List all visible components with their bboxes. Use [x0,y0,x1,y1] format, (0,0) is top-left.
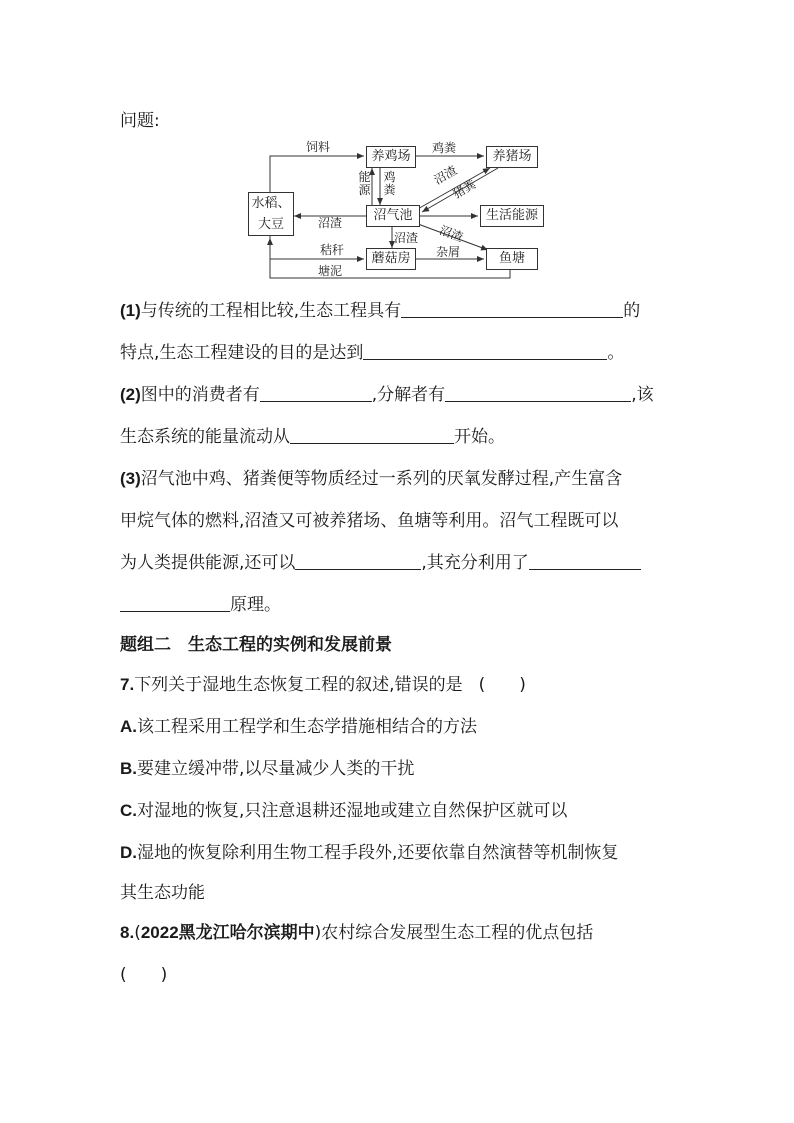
option-label: C. [120,801,137,820]
label-residue-pig: 沼渣 [431,163,460,188]
q8-answer-paren[interactable]: ( ) [120,965,168,985]
q7-text: 下列关于湿地生态恢复工程的叙述,错误的是 [134,675,463,695]
q8-paren-close: ) [314,923,322,943]
q1-text-b-end: 。 [607,343,625,363]
q2-text-e: 开始。 [454,427,505,447]
q7-option-a[interactable] [120,712,477,737]
q7-option-b[interactable] [120,754,414,779]
option-label: A. [120,717,137,736]
q3-text-1: 沼气池中鸡、猪粪便等物质经过一系列的厌氧发酵过程,产生富含 [140,469,623,489]
option-text: 湿地的恢复除利用生物工程手段外,还要依靠自然演替等机制恢复 [137,843,619,863]
q3-blank-2a[interactable] [529,551,641,570]
q1-blank-2[interactable] [363,341,607,360]
q1-text-end: 的 [623,301,641,321]
node-mushroom-house: 蘑菇房 [366,248,416,270]
node-rice-soybean: 水稻、大豆 [248,192,294,236]
q1-label: (1) [120,301,141,320]
label-straw: 秸秆 [320,243,345,257]
q3-text-3a: 为人类提供能源,还可以 [120,553,296,573]
q2-blank-consumers[interactable] [260,383,372,402]
node-chicken-farm: 养鸡场 [366,146,416,168]
q2-text-b: ,分解者有 [371,385,446,405]
q3-blank-2b[interactable] [120,593,230,612]
q8-paren-open: ( [134,923,141,943]
arrow-feed [270,156,364,192]
node-household-energy: 生活能源 [480,205,544,227]
q2-text-d: 生态系统的能量流动从 [120,427,290,447]
label-energy: 能源 [358,170,371,197]
q1-blank-1[interactable] [401,299,623,318]
q8-stem [120,918,593,943]
q2-blank-energy-start[interactable] [290,425,454,444]
node-pig-farm: 养猪场 [486,146,538,168]
label-debris: 杂屑 [436,245,461,259]
q7-stem [120,670,526,695]
q8-number: 8. [120,923,135,942]
q3-line4 [120,590,281,615]
q1-line1 [120,296,640,321]
label-residue-pond: 沼渣 [437,223,465,245]
option-label: D. [120,843,137,862]
q3-text-3b: ,其充分利用了 [421,553,529,573]
q8-year: 2022 [140,923,179,942]
q3-label: (3) [120,469,141,488]
label-residue-mushroom: 沼渣 [394,231,419,245]
label-chicken-manure-down: 鸡粪 [383,170,396,197]
label-pond-mud: 塘泥 [318,264,343,278]
arrow-straw [270,236,364,259]
q7-answer-paren[interactable]: ( ) [478,675,526,695]
label-residue-rice: 沼渣 [318,216,343,230]
q8-text: 农村综合发展型生态工程的优点包括 [321,923,594,943]
option-text: 该工程采用工程学和生态学措施相结合的方法 [137,717,477,737]
node-fish-pond: 鱼塘 [486,248,538,270]
q2-text-c: ,该 [631,385,654,405]
label-pig-manure: 猪粪 [450,177,479,202]
q7-number: 7. [120,675,135,694]
q8-source: 黑龙江哈尔滨期中 [178,923,315,943]
q3-blank-1[interactable] [295,551,421,570]
label-chicken-manure: 鸡粪 [432,141,457,155]
q2-line1 [120,380,654,405]
option-label: B. [120,759,137,778]
q3-line2: 甲烷气体的燃料,沼渣又可被养猪场、鱼塘等利用。沼气工程既可以 [120,511,619,531]
q2-line2 [120,422,505,447]
option-text: 对湿地的恢复,只注意退耕还湿地或建立自然保护区就可以 [137,801,568,821]
q3-text-4: 原理。 [230,595,281,615]
q1-text-a: 与传统的工程相比较,生态工程具有 [140,301,402,321]
q2-text-a: 图中的消费者有 [140,385,260,405]
intro-text: 问题: [120,111,160,131]
q2-label: (2) [120,385,141,404]
q3-line1 [120,464,622,489]
q7-option-c[interactable] [120,796,567,821]
section-heading: 题组二 生态工程的实例和发展前景 [120,635,392,655]
q2-blank-decomposers[interactable] [445,383,631,402]
label-feed: 饲料 [306,140,331,154]
option-text: 要建立缓冲带,以尽量减少人类的干扰 [137,759,415,779]
q1-text-b: 特点,生态工程建设的目的是达到 [120,343,364,363]
q3-line3 [120,548,641,573]
node-biogas-digester: 沼气池 [366,205,420,227]
q7-option-d[interactable] [120,838,618,863]
eco-engineering-diagram [246,138,552,284]
q1-line2 [120,338,624,363]
q7-option-d-cont: 其生态功能 [120,883,205,903]
